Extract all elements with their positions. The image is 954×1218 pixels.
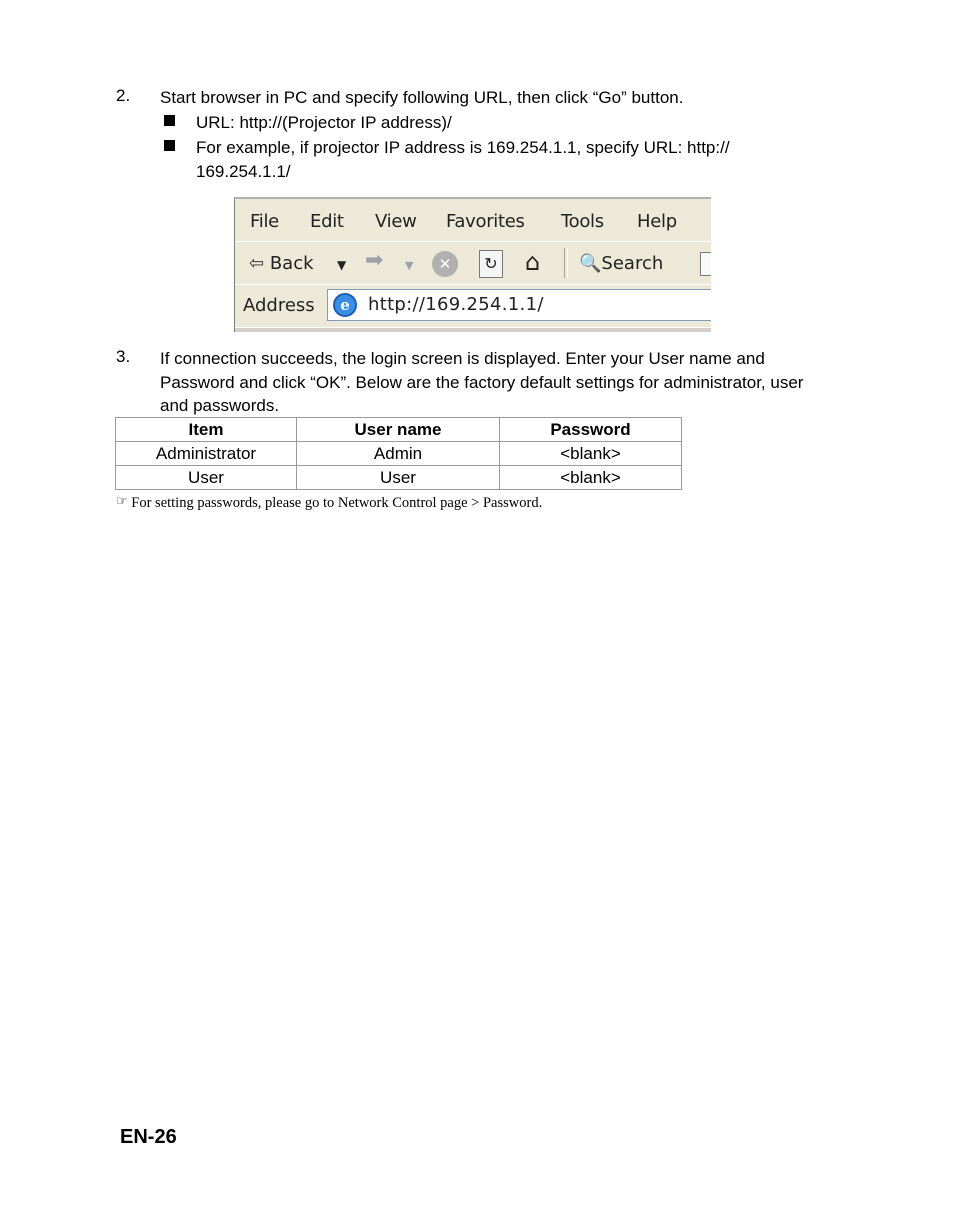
menu-bar [235,199,711,240]
favorites-icon[interactable] [700,252,711,276]
default-settings-table [115,417,682,490]
address-bar [235,284,711,327]
step-text: If connection succeeds, the login screen is displayed. Enter your User name and Password and click “OK”. Below are the factory default settings for administrator, user and passwords. [160,349,804,415]
refresh-icon[interactable]: ↻ [479,250,503,278]
menu-tools[interactable]: Tools [561,211,604,232]
browser-screenshot [234,197,711,332]
table-header-row [116,418,682,442]
step-number: 2. [116,86,131,105]
search-label: Search [601,253,664,274]
toolbar [235,241,711,285]
header-item: Item [116,418,297,442]
menu-favorites[interactable]: Favorites [446,211,525,232]
step-number: 3. [116,347,131,366]
note-text: For setting passwords, please go to Network Control page > Password. [131,495,543,511]
menu-help[interactable]: Help [637,211,677,232]
address-value: http://169.254.1.1/ [368,294,544,315]
bullet-text: For example, if projector IP address is 169.254.1.1, specify URL: http:// 169.254.1.1/ [196,138,730,181]
back-dropdown-icon[interactable]: ▼ [337,258,347,272]
screenshot-bottom-edge [235,327,711,332]
address-input[interactable] [327,289,711,321]
menu-view[interactable]: View [375,211,417,232]
header-user-name: User name [297,418,500,442]
password-note [116,494,542,512]
header-password: Password [500,418,682,442]
stop-icon[interactable]: ✕ [432,251,458,277]
table-row [116,442,682,466]
table-row [116,466,682,490]
ie-page-icon: e [333,293,357,317]
forward-dropdown-icon[interactable]: ▼ [405,259,414,272]
bullet-text: URL: http://(Projector IP address)/ [196,113,452,132]
cell-item: User [116,466,297,490]
search-button[interactable] [579,253,663,274]
address-label: Address [243,295,315,316]
menu-edit[interactable]: Edit [310,211,344,232]
cell-user-name: User [297,466,500,490]
back-label: Back [269,253,314,274]
back-button[interactable] [249,253,314,274]
pointing-hand-icon: ☞ [116,494,128,509]
cell-password: <blank> [500,442,682,466]
forward-arrow-icon[interactable]: ➡ [365,248,384,273]
home-icon[interactable]: ⌂ [525,248,541,276]
square-bullet-icon [164,140,175,151]
menu-file[interactable]: File [250,211,279,232]
cell-password: <blank> [500,466,682,490]
toolbar-separator [564,248,568,278]
square-bullet-icon [164,115,175,126]
cell-item: Administrator [116,442,297,466]
back-arrow-icon: ⇦ [249,253,265,274]
step-text: Start browser in PC and specify following URL, then click “Go” button. [160,88,684,107]
page-number: EN-26 [120,1126,177,1148]
search-icon: 🔍 [579,253,602,274]
cell-user-name: Admin [297,442,500,466]
